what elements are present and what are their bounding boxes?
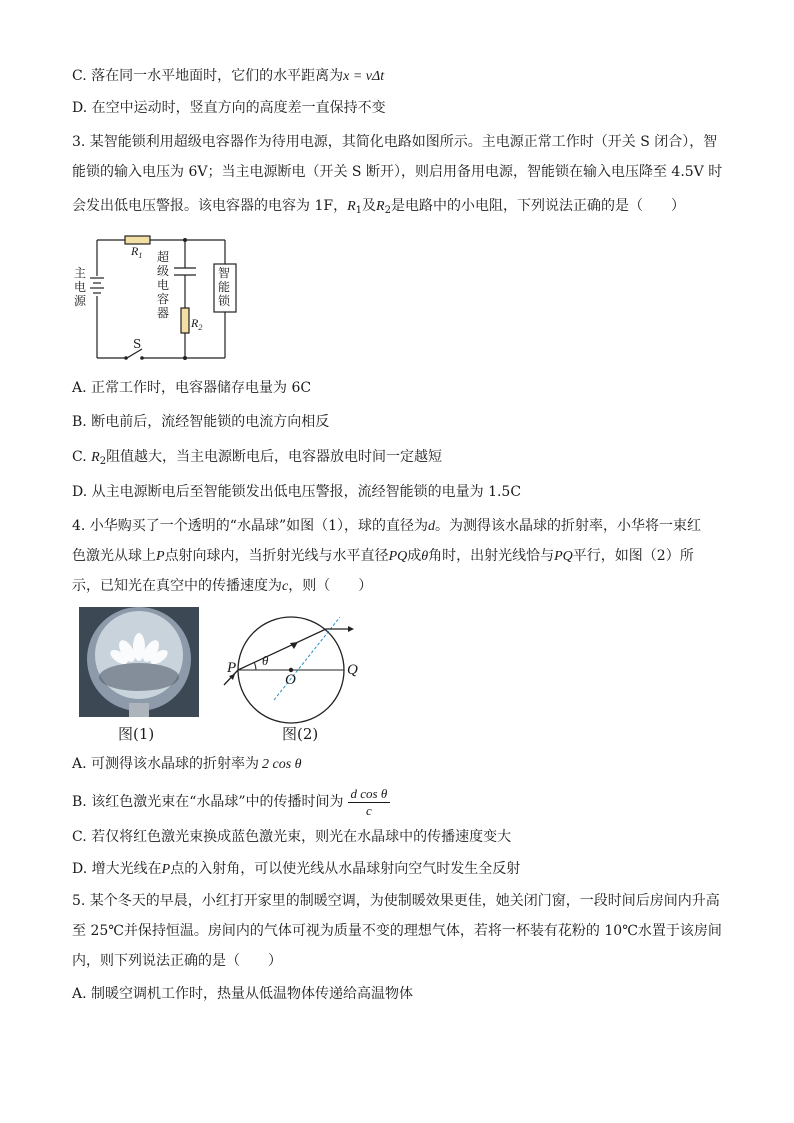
q2-option-c [72, 66, 384, 87]
junction-top [183, 238, 187, 242]
q4-option-a: A. 可测得该水晶球的折射率为 2 cos θ [72, 756, 302, 772]
q3-option-c-text: 阻值越大，当主电源断电后，电容器放电时间一定越短 [106, 449, 443, 465]
junction-bottom [183, 356, 187, 360]
q4-stem-line-3: 示，已知光在真空中的传播速度为c，则（ ） [72, 578, 373, 594]
fig1-caption: 图(1) [118, 725, 155, 743]
q5-stem-line-3: 内，则下列说法正确的是（ ） [72, 953, 282, 969]
switch-contact-right [140, 356, 144, 360]
lock-label: 智 能 锁 [218, 266, 231, 308]
q3-conjunction: 及 [362, 198, 377, 214]
main-power-label: 主 电 源 [74, 266, 87, 308]
q3-stem-line-3 [72, 196, 685, 221]
r2-resistor [181, 308, 189, 333]
crystal-ball-photo [79, 607, 199, 717]
r1-resistor [125, 236, 150, 244]
q4-diameter-symbol: d [428, 519, 436, 534]
fig2-label-theta: θ [262, 653, 269, 668]
q2-option-c-formula: x = vΔt [343, 69, 385, 84]
q3-r1-subscript: 1 [355, 205, 363, 216]
q3-option-c-r-symbol: R [91, 450, 100, 465]
q3-option-a: A. 正常工作时，电容器储存电量为 6C [72, 380, 312, 396]
q3-stem-line-2: 能锁的输入电压为 6V；当主电源断电（开关 S 断开），则启用备用电源，智能锁在输入电压降至 4.5V 时 [72, 164, 723, 180]
q4-stem-line-1: 4. 小华购买了一个透明的“水晶球”如图（1），球的直径为d。为测得该水晶球的折射率，小华将一束红 [72, 518, 702, 534]
q3-r2-symbol: R [376, 199, 385, 214]
q2-option-d: D. 在空中运动时，竖直方向的高度差一直保持不变 [72, 100, 386, 116]
q3-option-c [72, 447, 442, 472]
q4-option-a-formula: 2 cos θ [262, 757, 302, 772]
q5-stem-line-1: 5. 某个冬天的早晨，小红打开家里的制暖空调，为使制暖效果更佳，她关闭门窗，一段时间后房间内升高 [72, 893, 720, 909]
capacitor-label: 超 级 电 容 器 [157, 250, 170, 320]
q3-stem-text: 会发出低电压警报。该电容器的电容为 1F， [72, 198, 348, 214]
q3-r1-symbol: R [347, 199, 356, 214]
q5-option-a: A. 制暖空调机工作时，热量从低温物体传递给高温物体 [72, 986, 414, 1002]
q3-circuit-diagram [70, 228, 240, 364]
fig2-label-o: O [285, 672, 296, 688]
switch-label: S [133, 337, 142, 351]
emergent-ray-arrow [348, 626, 354, 632]
q4-option-b-fraction: $\frac{\text{d cos θ}}{c}$ [348, 786, 391, 819]
fig2-caption: 图(2) [282, 725, 319, 743]
q4-option-b: B. 该红色激光束在“水晶球”中的传播时间为 $\frac{\text{d cos θ}}{c}$ [72, 784, 390, 820]
q3-option-d: D. 从主电源断电后至智能锁发出低电压警报，流经智能锁的电量为 1.5C [72, 484, 522, 500]
fig2-label-p: P [227, 660, 237, 676]
r1-label: $R_1$ [131, 244, 143, 260]
q3-stem-tail: 是电路中的小电阻，下列说法正确的是（ ） [390, 198, 685, 214]
r2-label: $R_2$ [191, 316, 203, 332]
crystal-ball-image [79, 607, 199, 717]
q3-option-c-subscript: 2 [99, 456, 107, 467]
q4-optics-diagram [220, 605, 360, 717]
q3-stem-line-1: 3. 某智能锁利用超级电容器作为待用电源，其简化电路如图所示。主电源正常工作时（开关 S 闭合），智 [72, 134, 718, 150]
angle-arc [255, 663, 257, 670]
q4-option-c: C. 若仅将红色激光束换成蓝色激光束，则光在水晶球中的传播速度变大 [72, 829, 512, 845]
q2-option-c-text: C. 落在同一水平地面时，它们的水平距离为 [72, 68, 344, 84]
q4-option-d: D. 增大光线在P点的入射角，可以使光线从水晶球射向空气时发生全反射 [72, 861, 521, 877]
q4-stem-line-2: 色激光从球上P点射向球内，当折射光线与水平直径PQ成θ角时，出射光线恰与PQ平行，如图（2）所 [72, 548, 694, 564]
q3-option-c-label: C. [72, 449, 87, 465]
q5-stem-line-2: 至 25℃并保持恒温。房间内的气体可视为质量不变的理想气体，若将一杯装有花粉的 10℃水置于该房间 [72, 923, 722, 939]
q3-r2-subscript: 2 [384, 205, 391, 216]
fig2-label-q: Q [347, 662, 358, 678]
q3-option-b: B. 断电前后，流经智能锁的电流方向相反 [72, 414, 330, 430]
switch-contact-left [124, 356, 128, 360]
